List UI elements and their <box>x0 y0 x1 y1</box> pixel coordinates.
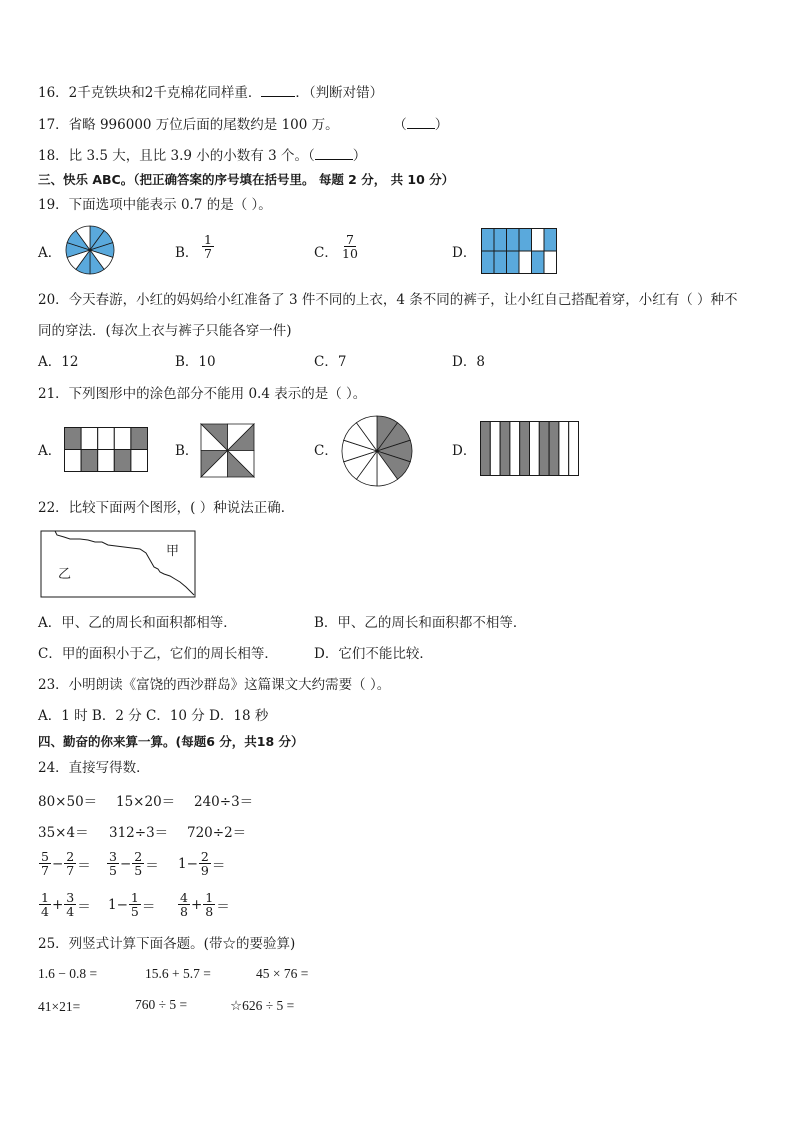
q21-a-cell <box>65 450 82 472</box>
question-16 <box>38 82 383 102</box>
q21-d-strip <box>490 422 500 476</box>
q21-option-a-label[interactable]: A． <box>38 443 62 459</box>
q17-paren-open: （ <box>393 117 407 133</box>
q21-a-cell <box>114 428 131 450</box>
q18-text: 18．比 3.5 大，且比 3.9 小的小数有 3 个。（ <box>38 148 315 164</box>
q25-r2-e3: ☆626 ÷ 5 = <box>230 998 295 1013</box>
q19-option-a-label[interactable]: A． <box>38 245 62 261</box>
q21-a-cell <box>81 450 98 472</box>
q24-r3-e1: $\frac{5}{7}$ − $\frac{2}{7}$ ＝ <box>41 849 91 878</box>
q19-d-cell <box>507 251 520 274</box>
q20-option-c[interactable]: C．7 <box>314 354 347 370</box>
q21-d-strip <box>569 422 579 476</box>
q21-d-strip <box>510 422 520 476</box>
q19-d-cell <box>519 229 532 252</box>
q24-r1-e3: 240÷3＝ <box>194 794 254 810</box>
q23-options[interactable]: A．1 时 B．2 分 C．10 分 D．18 秒 <box>38 708 269 724</box>
q17-text: 17．省略 996000 万位后面的尾数约是 100 万。 <box>38 117 339 133</box>
q21-a-cell <box>131 450 148 472</box>
q21-option-b-square <box>201 424 255 478</box>
q22-label-yi: 乙 <box>58 567 72 582</box>
question-24: 24．直接写得数． <box>38 760 150 776</box>
q21-a-cell <box>65 428 82 450</box>
q22-label-jia: 甲 <box>166 544 180 559</box>
q20-option-a[interactable]: A．12 <box>38 354 79 370</box>
q19-d-cell <box>482 251 495 274</box>
q19-d-cell <box>544 251 557 274</box>
q19-option-c-fraction: $\frac{7}{10}$ <box>342 232 358 261</box>
q19-d-cell <box>519 251 532 274</box>
q22-option-d[interactable]: D．它们不能比较． <box>314 646 433 662</box>
q21-a-cell <box>98 428 115 450</box>
q19-d-cell <box>532 251 545 274</box>
q21-d-strip <box>481 422 491 476</box>
q21-d-strip <box>530 422 540 476</box>
q21-a-cell <box>131 428 148 450</box>
section-4-title: 四、勤奋的你来算一算。(每题6 分，共18 分） <box>38 734 304 749</box>
q25-r1-e1: 1.6 − 0.8 = <box>38 966 98 981</box>
q19-d-cell <box>544 229 557 252</box>
q24-r2-e2: 312÷3＝ <box>109 825 169 841</box>
question-21: 21．下列图形中的涂色部分不能用 0.4 表示的是（ ）。 <box>38 386 367 402</box>
q18-paren-close: ） <box>352 148 367 164</box>
q19-d-cell <box>494 251 507 274</box>
q25-r1-e2: 15.6 + 5.7 = <box>145 966 211 981</box>
q21-a-cell <box>81 428 98 450</box>
question-22: 22．比较下面两个图形，( ）种说法正确． <box>38 500 295 516</box>
q24-r3-e2: $\frac{3}{5}$ − $\frac{2}{5}$ ＝ <box>109 849 159 878</box>
q22-option-c[interactable]: C．甲的面积小于乙，它们的周长相等． <box>38 646 278 662</box>
q16-answer-blank[interactable] <box>261 82 295 97</box>
q22-figure <box>40 530 196 598</box>
q19-d-cell <box>494 229 507 252</box>
q19-option-c-label[interactable]: C． <box>314 245 338 261</box>
q24-r4-e2: 1− $\frac{1}{5}$ ＝ <box>108 890 156 919</box>
q21-d-strip <box>549 422 559 476</box>
question-25: 25．列竖式计算下面各题。(带☆的要验算) <box>38 936 296 952</box>
q18-answer-blank[interactable] <box>315 145 353 160</box>
q24-r4-e1: $\frac{1}{4}$ + $\frac{3}{4}$ ＝ <box>41 890 91 919</box>
q17-paren-close: ） <box>434 117 449 133</box>
q21-option-c-pie <box>341 415 413 487</box>
question-19: 19．下面选项中能表示 0.7 的是（ ）。 <box>38 197 272 213</box>
q19-d-cell <box>482 229 495 252</box>
q24-r2-e1: 35×4＝ <box>38 825 89 841</box>
question-17 <box>38 114 448 134</box>
q21-d-strip <box>539 422 549 476</box>
q21-option-d-label[interactable]: D． <box>452 443 477 459</box>
q24-r1-e1: 80×50＝ <box>38 794 98 810</box>
q19-option-a-pie <box>65 225 115 275</box>
q22-option-a[interactable]: A．甲、乙的周长和面积都相等． <box>38 615 237 631</box>
q21-option-b-label[interactable]: B． <box>175 443 199 459</box>
section-3-title: 三、快乐 ABC。（把正确答案的序号填在括号里。 每题 2 分， 共 10 分） <box>38 172 455 187</box>
q24-r2-e3: 720÷2＝ <box>187 825 247 841</box>
q16-text: 16．2千克铁块和2千克棉花同样重． <box>38 85 262 101</box>
q20-option-d[interactable]: D．8 <box>452 354 485 370</box>
q21-d-strip <box>520 422 530 476</box>
q19-d-cell <box>507 229 520 252</box>
q25-r2-e1: 41×21= <box>38 999 81 1014</box>
q16-tail: ．（判断对错） <box>295 85 384 101</box>
q19-d-cell <box>532 229 545 252</box>
q21-a-cell <box>114 450 131 472</box>
q19-option-b-label[interactable]: B． <box>175 245 199 261</box>
q19-option-d-grid <box>481 228 557 274</box>
q21-option-d-strips <box>480 421 579 476</box>
q24-r1-e2: 15×20＝ <box>116 794 176 810</box>
q19-option-b-fraction: $\frac{1}{7}$ <box>204 232 212 261</box>
q19-option-d-label[interactable]: D． <box>452 245 477 261</box>
question-20-line2: 同的穿法．(每次上衣与裤子只能各穿一件) <box>38 323 292 339</box>
q21-option-c-label[interactable]: C． <box>314 443 338 459</box>
q20-option-b[interactable]: B．10 <box>175 354 216 370</box>
q25-r1-e3: 45 × 76 = <box>256 966 309 981</box>
q22-option-b[interactable]: B．甲、乙的周长和面积都不相等． <box>314 615 527 631</box>
question-20-line1: 20．今天春游，小红的妈妈给小红准备了 3 件不同的上衣，4 条不同的裤子，让小红自己搭配着穿，小红有（ ）种不 <box>38 292 738 308</box>
q21-a-cell <box>98 450 115 472</box>
question-18 <box>38 145 366 165</box>
q25-r2-e2: 760 ÷ 5 = <box>135 997 188 1012</box>
q24-r3-e3: 1− $\frac{2}{9}$ ＝ <box>178 849 226 878</box>
q24-r4-e3: $\frac{4}{8}$ + $\frac{1}{8}$ ＝ <box>180 890 230 919</box>
q17-answer-blank[interactable] <box>407 114 435 129</box>
q21-option-a-grid <box>64 427 148 472</box>
q21-d-strip <box>500 422 510 476</box>
question-23: 23．小明朗读《富饶的西沙群岛》这篇课文大约需要（ ）。 <box>38 677 391 693</box>
q21-d-strip <box>559 422 569 476</box>
